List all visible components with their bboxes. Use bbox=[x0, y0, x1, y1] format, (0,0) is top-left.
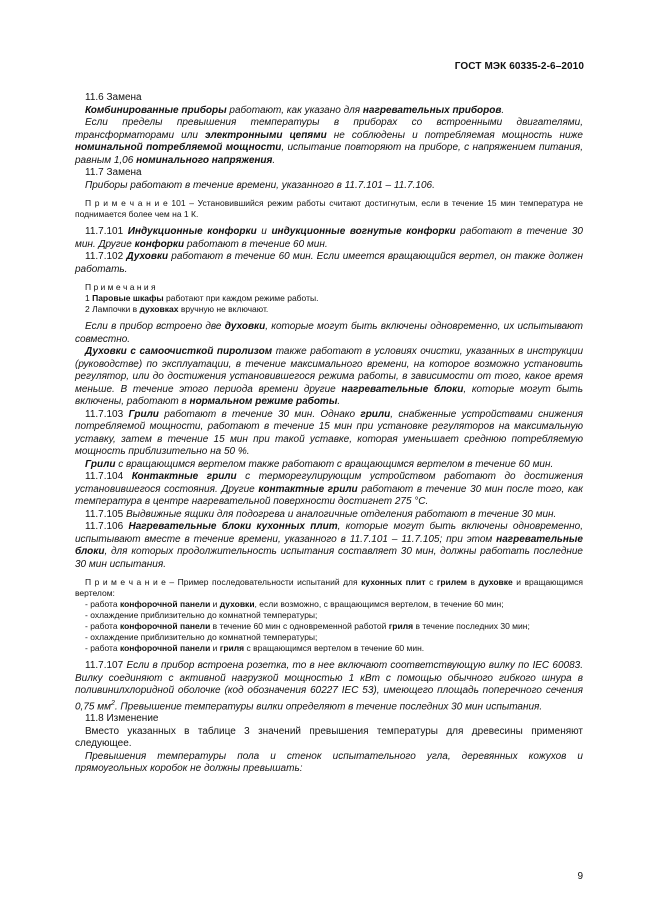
term: Духовки с самоочисткой пиролизом bbox=[85, 346, 273, 357]
paragraph: Если пределы превышения температуры в приборах со встроенными двигателями, трансформаторами или электронными цепями не соблюдены и потребляемая мощность ниже номинальной потребляемой мощности, испытание повторяют на приборе, с напряжением питания, равным 1,06 номинального напряжения. bbox=[75, 117, 583, 166]
note-item: 1 Паровые шкафы работают при каждом режиме работы. bbox=[85, 293, 319, 303]
term: конфорки bbox=[134, 238, 185, 250]
clause-11-7-106: 11.7.106 Нагревательные блоки кухонных плит, которые могут быть включены одновременно, испытывают вместе в течение времени, указанного в 11.7.101 – 11.7.105; при этом нагревательные блоки, для которых продолжительность испытания составляет 30 мин, должны работать последние 30 мин испытания. bbox=[75, 521, 583, 570]
note-example: П р и м е ч а н и е – Пример последовательности испытаний для кухонных плит с грилем в духовке и вращающимся вертелом: bbox=[75, 577, 583, 598]
term: электронными цепями bbox=[205, 129, 327, 141]
clause-11-7-102: 11.7.102 Духовки работают в течение 60 мин. Если имеется вращающийся вертел, он также должен работать. bbox=[75, 251, 583, 275]
term: Нагревательные блоки кухонных плит bbox=[128, 521, 338, 532]
clause-11-7-104: 11.7.104 Контактные грили с терморегулирующим устройством работают до достижения установившегося состояния. Другие контактные грили работают в течение 30 мин после того, как температура в центре нагревательной поверхности достигнет 275 °С. bbox=[75, 471, 583, 507]
note-label: П р и м е ч а н и е bbox=[85, 577, 166, 587]
list-item: - работа конфорочной панели и духовки, если возможно, с вращающимся вертелом, в течение 60 мин; bbox=[85, 599, 504, 609]
term: нагревательных приборов bbox=[362, 104, 502, 116]
term: нагревательные блоки bbox=[75, 533, 583, 557]
list-item: - охлаждение приблизительно до комнатной температуры; bbox=[85, 610, 318, 620]
page-number: 9 bbox=[577, 871, 583, 882]
clause-11-7-103: 11.7.103 Грили работают в течение 30 мин. Однако грили, снабженные устройствами снижения потребляемой мощности, работают в течение 15 мин при установке регуляторов на максимальную уставку, затем в течение 15 мин при такой уставке, которая уменьшает среднюю потребляемую мощность приблизительно на 50 %. bbox=[75, 408, 583, 457]
paragraph: Вместо указанных в таблице 3 значений превышения температуры для древесины применяют следующее. bbox=[75, 725, 583, 750]
clause-11-7-107: 11.7.107 Если в прибор встроена розетка, то в нее включают соответствующую вилку по IEC 60083. Вилку соединяют с активной нагрузкой мощностью 1 кВт с помощью обычного гибкого шнура в поливинилхлоридной оболочке (код обозначения 60227 IEC 53), имеющего площадь поперечного сечения 0,75 $мм^2$. Превышение температуры вилки определяют в течение последних 30 мин испытания. bbox=[75, 660, 583, 712]
clause-11-7-101: 11.7.101 Индукционные конфорки и индукционные вогнутые конфорки работают в течение 30 мин. Другие конфорки работают в течение 60 мин. bbox=[75, 226, 583, 250]
notes-label: П р и м е ч а н и я bbox=[85, 282, 156, 292]
term: нагревательные блоки bbox=[341, 383, 464, 395]
note-label: П р и м е ч а н и е bbox=[85, 198, 168, 208]
term: индукционные вогнутые конфорки bbox=[271, 226, 456, 237]
paragraph: Комбинированные приборы работают, как указано для нагревательных приборов. bbox=[85, 104, 505, 116]
term: Комбинированные приборы bbox=[85, 104, 227, 116]
term: грили bbox=[360, 408, 391, 420]
paragraph: Духовки с самоочисткой пиролизом также работают в условиях очистки, указанных в инструкции (руководстве) по эксплуатации, в течение максимального времени, на которое возможно установить регулятор, или до достижения установившегося режима работы, в зависимости от того, какое время меньше. В течение этого периода времени другие нагревательные блоки, которые могут быть включены, работают в нормальном режиме работы. bbox=[75, 346, 584, 407]
term: контактные грили bbox=[258, 483, 358, 495]
section-heading-11-7: 11.7 Замена bbox=[85, 167, 142, 178]
list-item: - работа конфорочной панели в течение 60 мин с одновременной работой гриля в течение последних 30 мин; bbox=[85, 621, 530, 631]
paragraph: Если в прибор встроено две духовки, которые могут быть включены одновременно, их испытывают совместно. bbox=[75, 321, 583, 345]
list-item: - охлаждение приблизительно до комнатной температуры; bbox=[85, 632, 318, 642]
note-item: 2 Лампочки в духовках вручную не включают. bbox=[85, 304, 269, 314]
standard-header: ГОСТ МЭК 60335-2-6–2010 bbox=[454, 61, 584, 72]
term: Индукционные конфорки bbox=[127, 226, 257, 237]
paragraph: Превышения температуры пола и стенок испытательного угла, деревянных кожухов и прямоугольных коробок не должны превышать: bbox=[75, 750, 583, 775]
note-101: П р и м е ч а н и е 101 – Установившийся режим работы считают достигнутым, если в течение 15 мин температура не поднимается более чем на 1 К. bbox=[75, 198, 583, 219]
document-body bbox=[75, 92, 583, 776]
clause-11-7-105: 11.7.105 Выдвижные ящики для подогрева и аналогичные отделения работают в течение 30 мин. bbox=[85, 508, 557, 520]
term: Грили bbox=[85, 458, 116, 470]
term: номинальной потребляемой мощности bbox=[75, 142, 282, 153]
paragraph: Приборы работают в течение времени, указанного в 11.7.101 – 11.7.106. bbox=[85, 179, 435, 191]
list-item: - работа конфорочной панели и гриля с вращающимся вертелом в течение 60 мин. bbox=[85, 643, 425, 653]
term: духовки bbox=[224, 321, 266, 332]
section-heading-11-8: 11.8 Изменение bbox=[85, 713, 159, 725]
term: Контактные грили bbox=[131, 471, 237, 482]
section-heading-11-6: 11.6 Замена bbox=[85, 92, 142, 103]
term: Грили bbox=[128, 408, 159, 420]
term: нормальном режиме работы bbox=[189, 396, 338, 407]
term: номинального напряжения bbox=[136, 154, 273, 166]
paragraph: Грили с вращающимся вертелом также работают с вращающимся вертелом в течение 60 мин. bbox=[85, 458, 554, 470]
term: Духовки bbox=[126, 251, 169, 262]
